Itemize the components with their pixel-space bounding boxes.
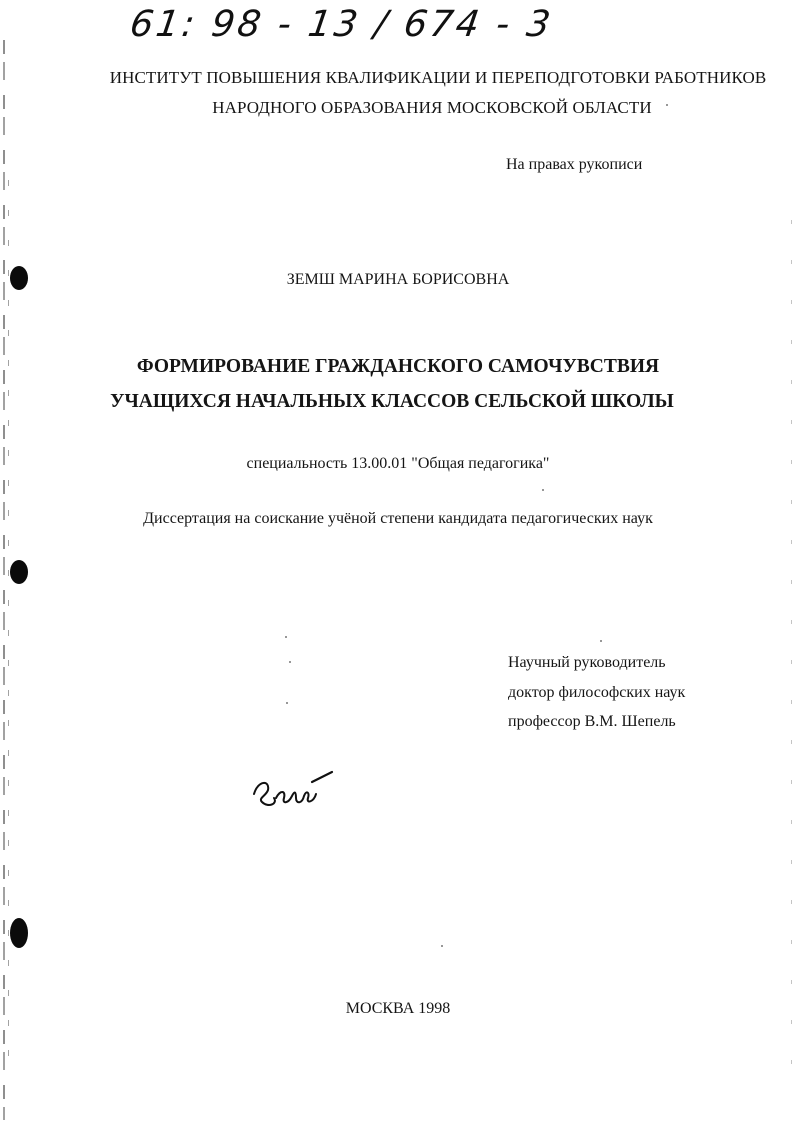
punch-hole-middle <box>10 560 28 584</box>
scan-speck <box>441 945 443 947</box>
handwritten-catalog-number: 61: 98 - 13 / 674 - 3 <box>127 4 556 45</box>
scan-speck <box>289 661 291 663</box>
institution-line-2: НАРОДНОГО ОБРАЗОВАНИЯ МОСКОВСКОЙ ОБЛАСТИ <box>212 98 652 117</box>
dissertation-degree-line: Диссертация на соискание учёной степени кандидата педагогических наук <box>143 510 653 527</box>
thesis-title-line-2: УЧАЩИХСЯ НАЧАЛЬНЫХ КЛАССОВ СЕЛЬСКОЙ ШКОЛЫ <box>110 391 674 412</box>
scan-speck <box>285 636 287 638</box>
author-signature <box>248 768 338 818</box>
supervisor-name: профессор В.М. Шепель <box>508 713 676 730</box>
scan-speck <box>600 640 602 642</box>
manuscript-rights-note: На правах рукописи <box>506 156 643 173</box>
place-and-year: МОСКВА 1998 <box>345 1000 451 1017</box>
author-name: ЗЕМШ МАРИНА БОРИСОВНА <box>286 271 510 288</box>
scan-binding-edge <box>3 40 5 1120</box>
scan-speck <box>666 104 668 106</box>
supervisor-degree: доктор философских наук <box>508 684 686 701</box>
punch-hole-bottom <box>10 918 28 948</box>
scan-speck <box>542 489 544 491</box>
supervisor-role: Научный руководитель <box>508 654 666 671</box>
specialty-line: специальность 13.00.01 "Общая педагогика" <box>246 455 550 472</box>
institution-line-1: ИНСТИТУТ ПОВЫШЕНИЯ КВАЛИФИКАЦИИ И ПЕРЕПОДГОТОВКИ РАБОТНИКОВ <box>109 68 767 87</box>
scan-right-edge <box>791 220 792 1100</box>
thesis-title-line-1: ФОРМИРОВАНИЕ ГРАЖДАНСКОГО САМОЧУВСТВИЯ <box>136 356 660 377</box>
scan-speck <box>286 702 288 704</box>
scan-binding-edge-secondary <box>8 180 9 1080</box>
